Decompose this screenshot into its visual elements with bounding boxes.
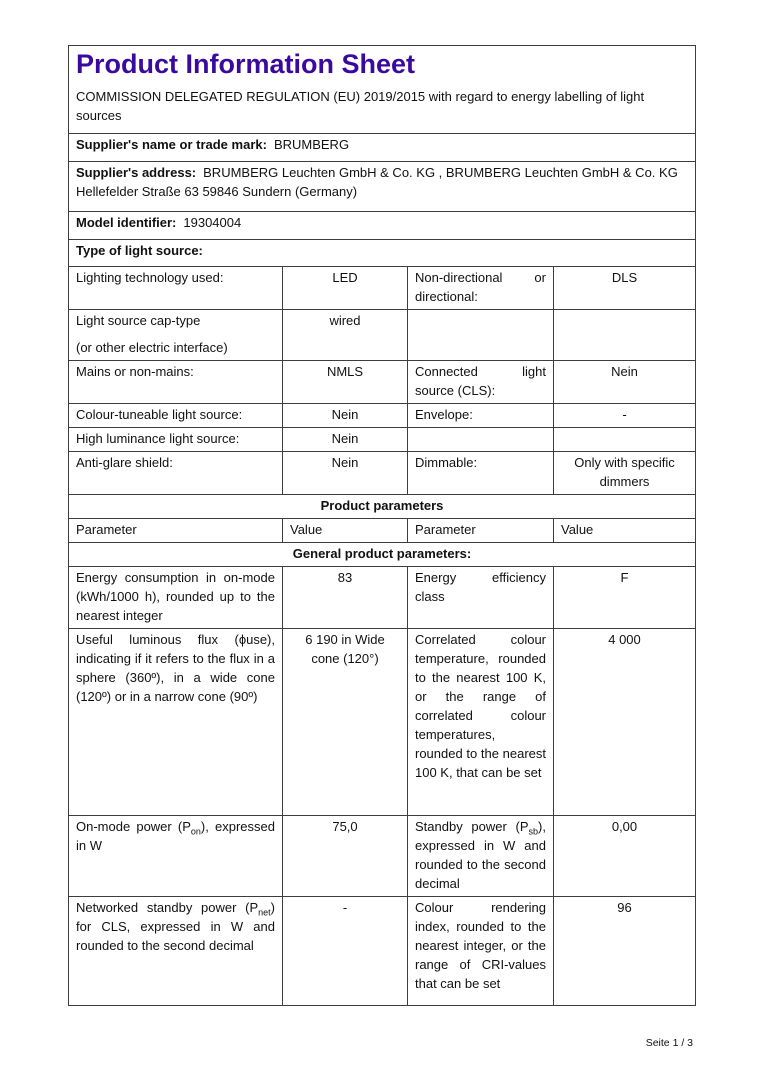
param-label: Dimmable: <box>408 452 554 495</box>
param-label: Anti-glare shield: <box>69 452 283 495</box>
param-value: Nein <box>283 428 408 452</box>
supplier-address-label: Supplier's address: <box>76 165 197 180</box>
section-title-row <box>69 495 696 519</box>
param-value: 83 <box>283 567 408 629</box>
param-label: Non-directional or directional: <box>408 267 554 310</box>
param-value: 0,00 <box>554 816 696 897</box>
param-value: 75,0 <box>283 816 408 897</box>
table-row <box>69 310 696 361</box>
param-value: LED <box>283 267 408 310</box>
column-header: Parameter <box>69 519 283 543</box>
param-label: Standby power $(P_{sb})$, expressed in W and rounded to the second decimal <box>408 816 554 897</box>
param-value: 96 <box>554 897 696 1006</box>
param-value: wired <box>283 310 408 361</box>
column-header: Value <box>283 519 408 543</box>
type-heading-row <box>69 240 696 267</box>
param-value <box>554 310 696 361</box>
supplier-address-row <box>69 162 696 212</box>
model-identifier-value: 19304004 <box>183 215 242 230</box>
param-label: Energy efficiency class <box>408 567 554 629</box>
param-label: On-mode power $(P_{on})$, expressed in W <box>69 816 283 897</box>
param-label: Networked standby power $(P_{net})$ for CLS, expressed in W and rounded to the second decimal <box>69 897 283 1006</box>
table-row <box>69 816 696 897</box>
regulation-subtitle: COMMISSION DELEGATED REGULATION (EU) 2019/2015 with regard to energy labelling of light sources <box>76 89 645 123</box>
subsection-title: General product parameters: <box>69 543 696 567</box>
param-label: Colour rendering index, rounded to the nearest integer, or the range of CRI-values that can be set <box>408 897 554 1006</box>
param-value: Only with specific dimmers <box>554 452 696 495</box>
table-row <box>69 428 696 452</box>
param-label: Energy consumption in on-mode (kWh/1000 h), rounded up to the nearest integer <box>69 567 283 629</box>
param-label: Envelope: <box>408 404 554 428</box>
column-header: Parameter <box>408 519 554 543</box>
param-value: Nein <box>554 361 696 404</box>
product-information-sheet <box>68 45 695 1049</box>
page-number: Seite 1 / 3 <box>645 1037 693 1049</box>
subsection-title-row <box>69 543 696 567</box>
param-value: Nein <box>283 404 408 428</box>
param-label: Light source cap-type (or other electric interface) <box>69 310 283 361</box>
param-value: DLS <box>554 267 696 310</box>
param-value <box>554 428 696 452</box>
param-label: Connected light source (CLS): <box>408 361 554 404</box>
section-title: Product parameters <box>69 495 696 519</box>
table-row <box>69 452 696 495</box>
supplier-address-value: BRUMBERG Leuchten GmbH & Co. KG , BRUMBERG Leuchten GmbH & Co. KG Hellefelder Straße 63 59846 Sundern (Germany) <box>76 165 678 199</box>
param-label: Correlated colour temperature, rounded to the nearest 100 K, or the range of correlated colour temperatures, rounded to the nearest 100 K, that can be set <box>408 629 554 816</box>
param-label: Lighting technology used: <box>69 267 283 310</box>
param-value: F <box>554 567 696 629</box>
param-value: 4 000 <box>554 629 696 816</box>
supplier-name-label: Supplier's name or trade mark: <box>76 137 267 152</box>
table-row <box>69 404 696 428</box>
column-header-row <box>69 519 696 543</box>
supplier-name-row <box>69 134 696 162</box>
param-value: Nein <box>283 452 408 495</box>
table-row <box>69 361 696 404</box>
param-label: Useful luminous flux (ϕuse), indicating if it refers to the flux in a sphere (360º), in a wide cone (120º) or in a narrow cone (90º) <box>69 629 283 816</box>
table-row <box>69 267 696 310</box>
param-label: Mains or non-mains: <box>69 361 283 404</box>
param-value: - <box>283 897 408 1006</box>
param-value: NMLS <box>283 361 408 404</box>
param-label: High luminance light source: <box>69 428 283 452</box>
info-table <box>68 45 696 1006</box>
table-row <box>69 567 696 629</box>
param-value: - <box>554 404 696 428</box>
param-label: Colour-tuneable light source: <box>69 404 283 428</box>
type-heading: Type of light source: <box>76 243 203 258</box>
table-row <box>69 629 696 816</box>
column-header: Value <box>554 519 696 543</box>
page-title: Product Information Sheet <box>76 49 416 79</box>
model-identifier-label: Model identifier: <box>76 215 177 230</box>
model-identifier-row <box>69 212 696 240</box>
header-row <box>69 46 696 134</box>
param-value: 6 190 in Wide cone (120°) <box>283 629 408 816</box>
supplier-name-value: BRUMBERG <box>273 137 350 152</box>
param-label <box>408 428 554 452</box>
table-row <box>69 897 696 1006</box>
param-label <box>408 310 554 361</box>
